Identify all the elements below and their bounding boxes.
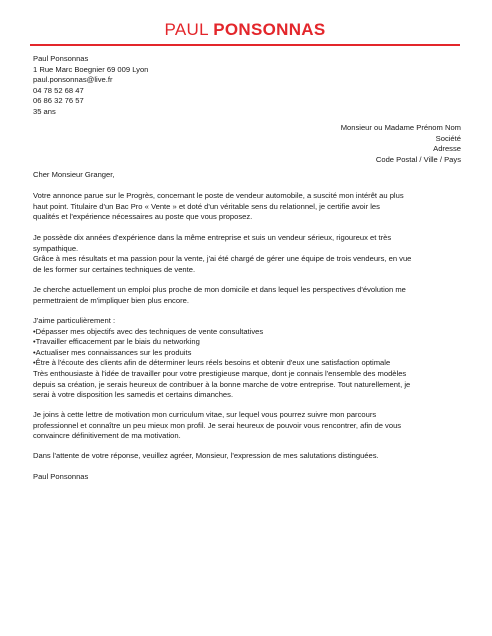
header-first-name: PAUL xyxy=(164,20,209,39)
recipient-city: Code Postal / Ville / Pays xyxy=(375,154,461,164)
sender-block xyxy=(33,54,148,118)
paragraph-motivation xyxy=(33,285,463,306)
paragraph-line: permettraient de m'impliquer bien plus encore. xyxy=(33,295,189,305)
paragraph-line: professionnel et connaître un peu mieux mon profil. Je serai heureux de pouvoir vous rencontrer, afin de vous xyxy=(33,420,402,430)
signature-name: Paul Ponsonnas xyxy=(33,472,89,481)
paragraph-line: qualités et l'expérience nécessaires au poste que vous proposez. xyxy=(33,212,253,222)
paragraph-line: Je possède dix années d'expérience dans la même entreprise et suis un vendeur sérieux, rigoureux et très xyxy=(33,233,392,242)
list-item: •Être à l'écoute des clients afin de déterminer leurs réels besoins et obtenir d'eux une satisfaction optimale xyxy=(33,358,391,368)
sender-age: 35 ans xyxy=(33,106,56,116)
recipient-address: Adresse xyxy=(433,144,461,154)
header-last-name: PONSONNAS xyxy=(213,20,326,39)
list-item: •Dépasser mes objectifs avec des techniques de vente consultatives xyxy=(33,326,264,336)
sender-name: Paul Ponsonnas xyxy=(33,54,89,63)
recipient-company: Société xyxy=(435,133,461,143)
sender-phone-2: 06 86 32 76 57 xyxy=(33,96,84,106)
list-item: •Travailler efficacement par le biais du networking xyxy=(33,337,200,347)
sender-email: paul.ponsonnas@live.fr xyxy=(33,75,113,85)
sender-phone-1: 04 78 52 68 47 xyxy=(33,85,84,95)
header-divider xyxy=(30,44,460,46)
paragraph-cv xyxy=(33,410,463,442)
sender-address: 1 Rue Marc Boegnier 69 009 Lyon xyxy=(33,64,149,74)
paragraph-experience xyxy=(33,233,463,275)
paragraph-intro xyxy=(33,191,463,223)
paragraph-interests xyxy=(33,316,463,401)
list-item: •Actualiser mes connaissances sur les produits xyxy=(33,347,192,357)
paragraph-line: J'aime particulièrement : xyxy=(33,316,116,325)
paragraph-line: convaincre définitivement de ma motivation. xyxy=(33,431,181,441)
recipient-name: Monsieur ou Madame Prénom Nom xyxy=(340,123,461,132)
signature xyxy=(33,472,463,483)
paragraph-line: sympathique. xyxy=(33,243,79,253)
paragraph-line: Très enthousiaste à l'idée de travailler pour votre prestigieuse marque, dont je connais l'ensemble des modèles xyxy=(33,368,407,378)
paragraph-line: haut point. Titulaire d'un Bac Pro « Vente » et doté d'un véritable sens du relationnel, je certifie avoir les xyxy=(33,201,380,211)
page-title xyxy=(30,20,460,40)
paragraph-line: Dans l'attente de votre réponse, veuillez agréer, Monsieur, l'expression de mes salutations distinguées. xyxy=(33,451,379,460)
salutation: Cher Monsieur Granger, xyxy=(33,170,115,179)
paragraph-line: Je joins à cette lettre de motivation mon curriculum vitae, sur lequel vous pourrez suivre mon parcours xyxy=(33,410,377,419)
paragraph-line: depuis sa création, je serais heureux de contribuer à la bonne marche de votre entreprise. Tout naturellement, je xyxy=(33,379,411,389)
paragraph-line: Grâce à mes résultats et ma passion pour la vente, j'ai été chargé de gérer une équipe de trois vendeurs, en vue xyxy=(33,254,412,264)
recipient-block xyxy=(341,123,461,165)
paragraph-closing xyxy=(33,451,463,462)
paragraph-line: Je cherche actuellement un emploi plus proche de mon domicile et dans lequel les perspectives d'évolution me xyxy=(33,285,406,294)
paragraph-line: de les former sur certaines techniques de vente. xyxy=(33,264,196,274)
paragraph-line: Votre annonce parue sur le Progrès, concernant le poste de vendeur automobile, a suscité mon intérêt au plus xyxy=(33,191,404,200)
paragraph-line: serai à votre disposition les samedis et certains dimanches. xyxy=(33,390,234,400)
